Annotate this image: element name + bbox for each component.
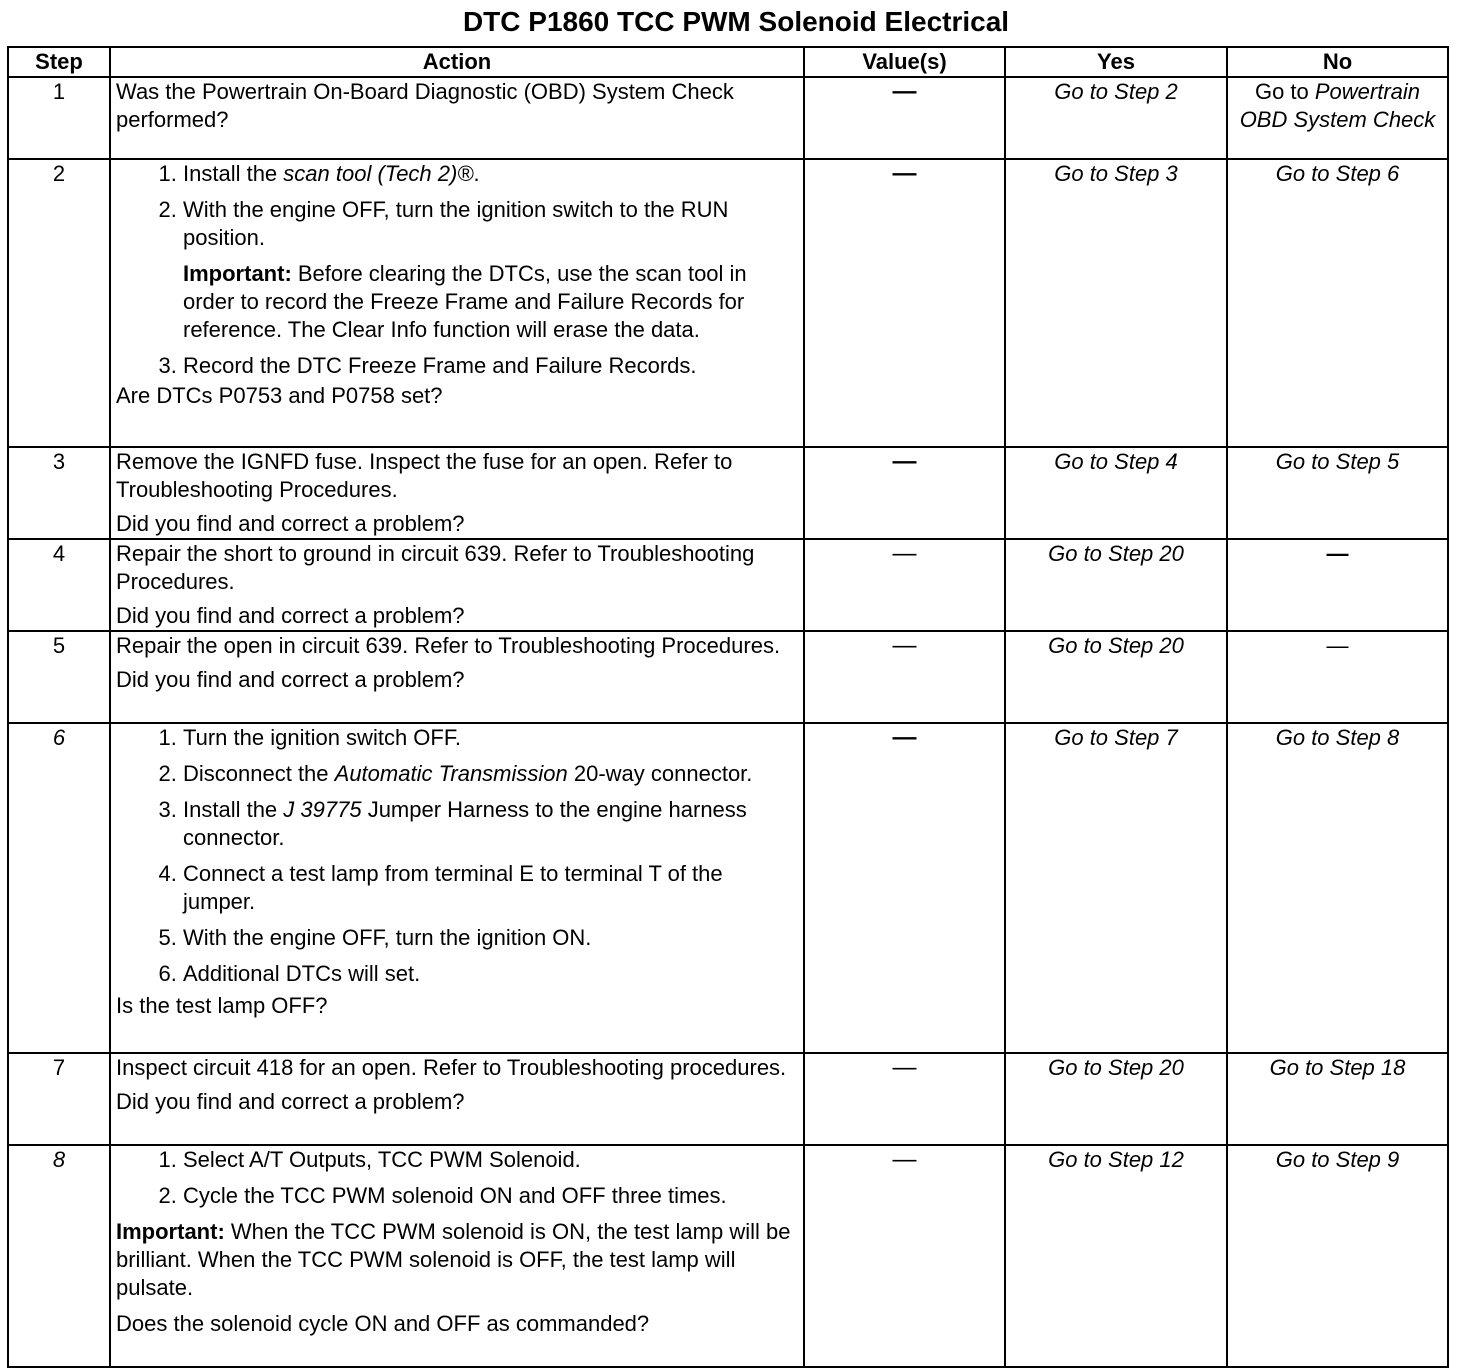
table-row [8, 447, 1448, 539]
no-cell: — [1227, 539, 1448, 631]
action-steps [116, 1146, 798, 1210]
no-cell: Go to Step 6 [1227, 159, 1448, 447]
value-cell: — [804, 447, 1005, 539]
action-cell [110, 723, 804, 1053]
yes-cell: Go to Step 7 [1005, 723, 1227, 1053]
table-row [8, 1053, 1448, 1145]
action-steps [116, 352, 798, 380]
header-step: Step [8, 47, 110, 77]
value-cell: — [804, 1145, 1005, 1367]
table-row [8, 77, 1448, 159]
value-cell: — [804, 77, 1005, 159]
header-action: Action [110, 47, 804, 77]
action-question: Does the solenoid cycle ON and OFF as commanded? [116, 1311, 650, 1336]
action-text: Was the Powertrain On-Board Diagnostic (OBD) System Check performed? [116, 79, 734, 132]
action-question: Did you find and correct a problem? [116, 603, 465, 628]
action-step: 1. Select A/T Outputs, TCC PWM Solenoid. [183, 1146, 798, 1174]
action-step: 6. Additional DTCs will set. [183, 960, 798, 988]
yes-cell: Go to Step 4 [1005, 447, 1227, 539]
yes-cell: Go to Step 3 [1005, 159, 1227, 447]
action-question: Did you find and correct a problem? [116, 511, 465, 536]
no-prefix: Go to [1254, 79, 1315, 104]
step-number: 5 [8, 631, 110, 723]
header-no: No [1227, 47, 1448, 77]
step-number: 8 [8, 1145, 110, 1367]
action-step: 1. Turn the ignition switch OFF. [183, 724, 798, 752]
page-title: DTC P1860 TCC PWM Solenoid Electrical [462, 6, 1010, 37]
action-step: 3. Install the J 39775 Jumper Harness to the engine harness connector. [183, 796, 798, 852]
action-question: Did you find and correct a problem? [116, 667, 465, 692]
action-cell [110, 77, 804, 159]
action-step: 4. Connect a test lamp from terminal E to terminal T of the jumper. [183, 860, 798, 916]
action-step: 2. Disconnect the Automatic Transmission 20-way connector. [183, 760, 798, 788]
step-number: 6 [8, 723, 110, 1053]
action-step: 3. Record the DTC Freeze Frame and Failure Records. [183, 352, 798, 380]
no-cell: Go to Step 5 [1227, 447, 1448, 539]
no-cell [1227, 77, 1448, 159]
value-cell: — [804, 631, 1005, 723]
important-note: Important: When the TCC PWM solenoid is ON, the test lamp will be brilliant. When the TCC PWM solenoid is OFF, the test lamp will pulsate. [116, 1219, 791, 1300]
value-cell: — [804, 723, 1005, 1053]
no-cell: Go to Step 18 [1227, 1053, 1448, 1145]
action-step: 2. With the engine OFF, turn the ignition switch to the RUN position. [183, 196, 798, 252]
action-steps [116, 724, 798, 988]
action-cell [110, 447, 804, 539]
action-text: Remove the IGNFD fuse. Inspect the fuse for an open. Refer to Troubleshooting Procedures. [116, 449, 733, 502]
value-cell: — [804, 159, 1005, 447]
table-row [8, 1145, 1448, 1367]
table-row [8, 539, 1448, 631]
action-step: 5. With the engine OFF, turn the ignition ON. [183, 924, 798, 952]
action-text: Repair the open in circuit 639. Refer to Troubleshooting Procedures. [116, 633, 781, 658]
yes-cell: Go to Step 2 [1005, 77, 1227, 159]
value-cell: — [804, 539, 1005, 631]
yes-cell: Go to Step 20 [1005, 631, 1227, 723]
no-link-text: Powertrain OBD System Check [1239, 79, 1436, 132]
no-cell: Go to Step 8 [1227, 723, 1448, 1053]
table-row [8, 159, 1448, 447]
value-cell: — [804, 1053, 1005, 1145]
header-yes: Yes [1005, 47, 1227, 77]
no-cell: — [1227, 631, 1448, 723]
action-cell [110, 1145, 804, 1367]
important-note: Important: Before clearing the DTCs, use the scan tool in order to record the Freeze Frame and Failure Records for reference. The Clear Info function will erase the data. [183, 261, 747, 342]
step-number: 1 [8, 77, 110, 159]
action-step: 1. Install the scan tool (Tech 2)®. [183, 160, 798, 188]
step-number: 2 [8, 159, 110, 447]
yes-cell: Go to Step 20 [1005, 539, 1227, 631]
yes-cell: Go to Step 20 [1005, 1053, 1227, 1145]
yes-cell: Go to Step 12 [1005, 1145, 1227, 1367]
action-steps [116, 160, 798, 252]
action-question: Is the test lamp OFF? [116, 993, 328, 1018]
step-number: 4 [8, 539, 110, 631]
no-cell: Go to Step 9 [1227, 1145, 1448, 1367]
header-row [8, 47, 1448, 77]
table-row [8, 631, 1448, 723]
action-question: Did you find and correct a problem? [116, 1089, 465, 1114]
header-values: Value(s) [804, 47, 1005, 77]
action-question: Are DTCs P0753 and P0758 set? [116, 383, 443, 408]
diagnostic-table [7, 46, 1449, 1368]
action-cell [110, 1053, 804, 1145]
action-cell [110, 631, 804, 723]
action-cell [110, 539, 804, 631]
action-cell [110, 159, 804, 447]
step-number: 7 [8, 1053, 110, 1145]
action-text: Inspect circuit 418 for an open. Refer to Troubleshooting procedures. [116, 1055, 787, 1080]
table-row [8, 723, 1448, 1053]
action-text: Repair the short to ground in circuit 639. Refer to Troubleshooting Procedures. [116, 541, 755, 594]
action-step: 2. Cycle the TCC PWM solenoid ON and OFF three times. [183, 1182, 798, 1210]
step-number: 3 [8, 447, 110, 539]
